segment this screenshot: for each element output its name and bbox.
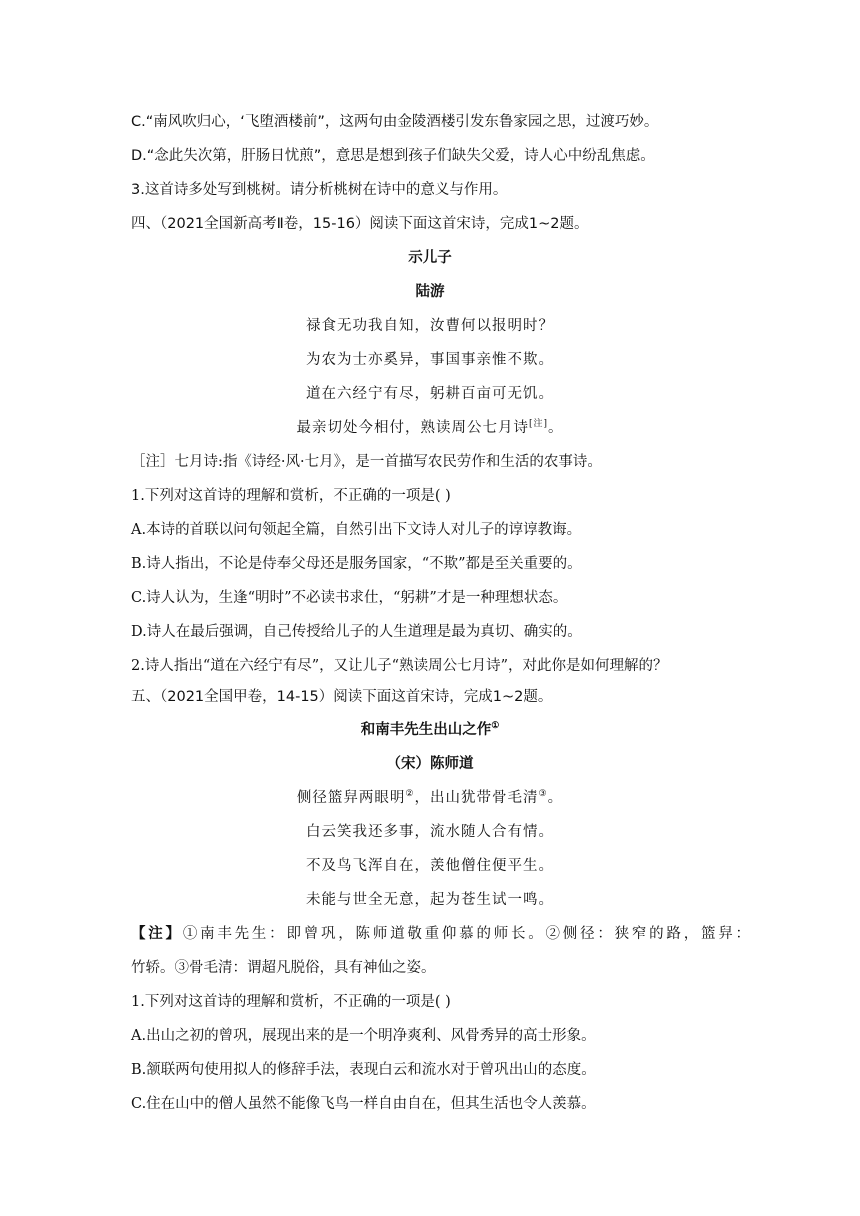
q1-option-a: A.本诗的首联以问句领起全篇，自然引出下文诗人对儿子的谆谆教诲。 <box>131 522 582 538</box>
poem1-line-4-text: 最亲切处今相付，熟读周公七月诗 <box>296 420 529 436</box>
poem2-line-3: 不及鸟飞浑自在，羡他僧住便平生。 <box>306 858 554 874</box>
option-c-prev: C.“南风吹归心，‘飞堕酒楼前”，这两句由金陵酒楼引发东鲁家园之思，过渡巧妙。 <box>131 114 659 130</box>
poem2-note-label: 【注】 <box>131 925 183 942</box>
q2-option-c: C.住在山中的僧人虽然不能像飞鸟一样自由自在，但其生活也令人羡慕。 <box>131 1096 596 1112</box>
poem2-title-sup: ① <box>491 721 500 732</box>
q1-question-2: 2.诗人指出“道在六经宁有尽”，又让儿子“熟读周公七月诗”，对此你是如何理解的？ <box>131 658 668 674</box>
poem2-line-2: 白云笑我还多事，流水随人合有情。 <box>306 824 554 840</box>
poem1-line-4-end: 。 <box>548 420 564 436</box>
q1-option-b: B.诗人指出，不论是侍奉父母还是服务国家，“不欺”都是至关重要的。 <box>131 556 582 572</box>
q1-option-d: D.诗人在最后强调，自己传授给儿子的人生道理是最为真切、确实的。 <box>131 624 582 640</box>
poem2-title-text: 和南丰先生出山之作 <box>360 721 492 738</box>
poem1-line-1: 禄食无功我自知，汝曹何以报明时？ <box>306 318 554 334</box>
poem2-line-1 <box>0 787 860 809</box>
poem2-line-1-c: 。 <box>547 790 564 806</box>
note-marker: [注] <box>528 419 549 430</box>
section-4-heading: 四、（2021全国新高考Ⅱ卷，15-16）阅读下面这首宋诗，完成1~2题。 <box>131 216 589 232</box>
poem1-line-3: 道在六经宁有尽，躬耕百亩可无饥。 <box>306 386 554 402</box>
poem2-author: （宋）陈师道 <box>386 755 474 772</box>
section-5-heading: 五、（2021全国甲卷，14-15）阅读下面这首宋诗，完成1~2题。 <box>131 689 553 705</box>
poem2-line-1-sup-b: ③ <box>538 789 548 800</box>
q2-option-b: B.颔联两句使用拟人的修辞手法，表现白云和流水对于曾巩出山的态度。 <box>131 1062 596 1078</box>
poem2-line-1-b: ，出山犹带骨毛清 <box>414 790 539 806</box>
option-d-prev: D.“念此失次第，肝肠日忧煎”，意思是想到孩子们缺失父爱，诗人心中纷乱焦虑。 <box>131 148 655 164</box>
poem2-title <box>0 719 860 741</box>
q2-option-a: A.出山之初的曾巩，展现出来的是一个明净爽利、风骨秀异的高士形象。 <box>131 1028 596 1044</box>
poem2-line-1-a: 侧径篮舁两眼明 <box>296 790 406 806</box>
q1-option-c: C.诗人认为，生逢“明时”不必读书求仕，“躬耕”才是一种理想状态。 <box>131 590 568 606</box>
poem1-note: ［注］七月诗:指《诗经·风·七月》，是一首描写农民劳作和生活的农事诗。 <box>131 454 602 470</box>
poem2-line-4: 未能与世全无意，起为苍生试一鸣。 <box>306 892 554 908</box>
poem2-note-line-1 <box>131 923 750 945</box>
poem1-title: 示儿子 <box>408 249 452 266</box>
poem1-line-4 <box>0 417 860 439</box>
poem1-line-2: 为农为士亦奚异，事国事亲惟不欺。 <box>306 352 554 368</box>
poem1-author: 陆游 <box>415 283 445 300</box>
poem2-line-1-sup-a: ② <box>405 789 415 800</box>
question-3-prev: 3.这首诗多处写到桃树。请分析桃树在诗中的意义与作用。 <box>131 182 508 198</box>
poem2-note-text-1: ①南丰先生：即曾巩，陈师道敬重仰慕的师长。②侧径：狭窄的路，篮舁： <box>182 926 751 942</box>
q1-stem: 1.下列对这首诗的理解和赏析，不正确的一项是( ) <box>131 488 451 504</box>
poem2-note-line-2: 竹轿。③骨毛清：谓超凡脱俗，具有神仙之姿。 <box>131 960 436 976</box>
q2-stem: 1.下列对这首诗的理解和赏析，不正确的一项是( ) <box>131 994 451 1010</box>
